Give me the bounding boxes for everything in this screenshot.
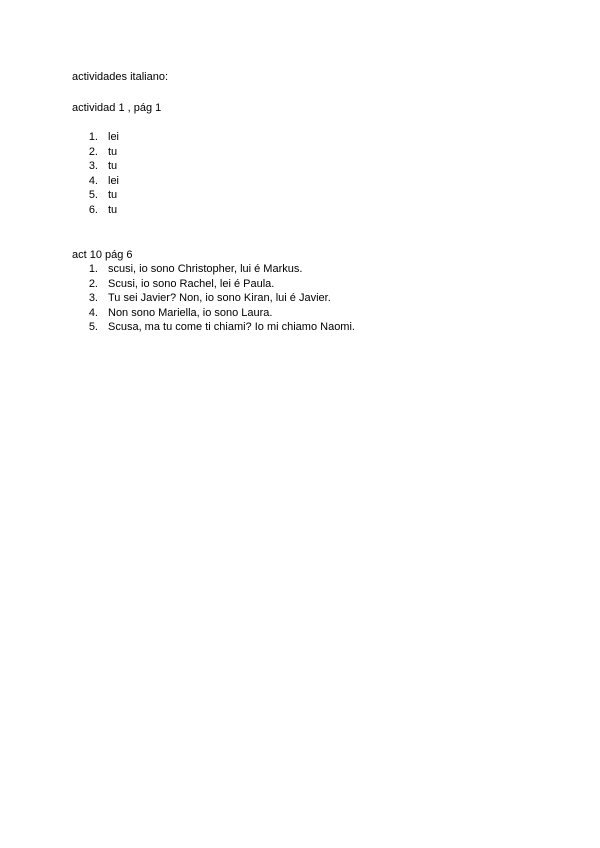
list-item-number: 3. xyxy=(88,292,98,305)
document-heading: actividades italiano: xyxy=(72,71,169,83)
list-item-number: 1. xyxy=(88,131,98,143)
list-item-text: tu xyxy=(108,203,118,216)
list-item-number: 4. xyxy=(88,174,98,187)
list-item-text: lei xyxy=(108,174,120,187)
list-item-number: 5. xyxy=(88,189,98,202)
list-item-text: Scusi, io sono Rachel, lei é Paula. xyxy=(108,277,275,290)
section-2-title: act 10 pág 6 xyxy=(72,249,133,261)
list-item-text: tu xyxy=(108,160,118,173)
list-item-text: Tu sei Javier? Non, io sono Kiran, lui é Javier. xyxy=(108,292,331,305)
list-item-number: 2. xyxy=(88,277,98,290)
list-item-number: 5. xyxy=(88,321,98,334)
list-item-number: 2. xyxy=(88,145,98,158)
list-item-text: Scusa, ma tu come ti chiami? Io mi chiamo Naomi. xyxy=(108,321,355,334)
list-item-number: 4. xyxy=(88,306,98,319)
section-1-title: actividad 1 , pág 1 xyxy=(72,102,162,114)
list-item-number: 6. xyxy=(88,203,98,216)
list-item-number: 3. xyxy=(88,160,98,173)
list-item-text: scusi, io sono Christopher, lui é Markus. xyxy=(108,263,303,275)
list-item-text: tu xyxy=(108,189,118,202)
list-item-text: lei xyxy=(108,131,120,143)
list-item-text: tu xyxy=(108,145,118,158)
list-item-text: Non sono Mariella, io sono Laura. xyxy=(108,306,273,319)
list-item-number: 1. xyxy=(88,263,98,275)
